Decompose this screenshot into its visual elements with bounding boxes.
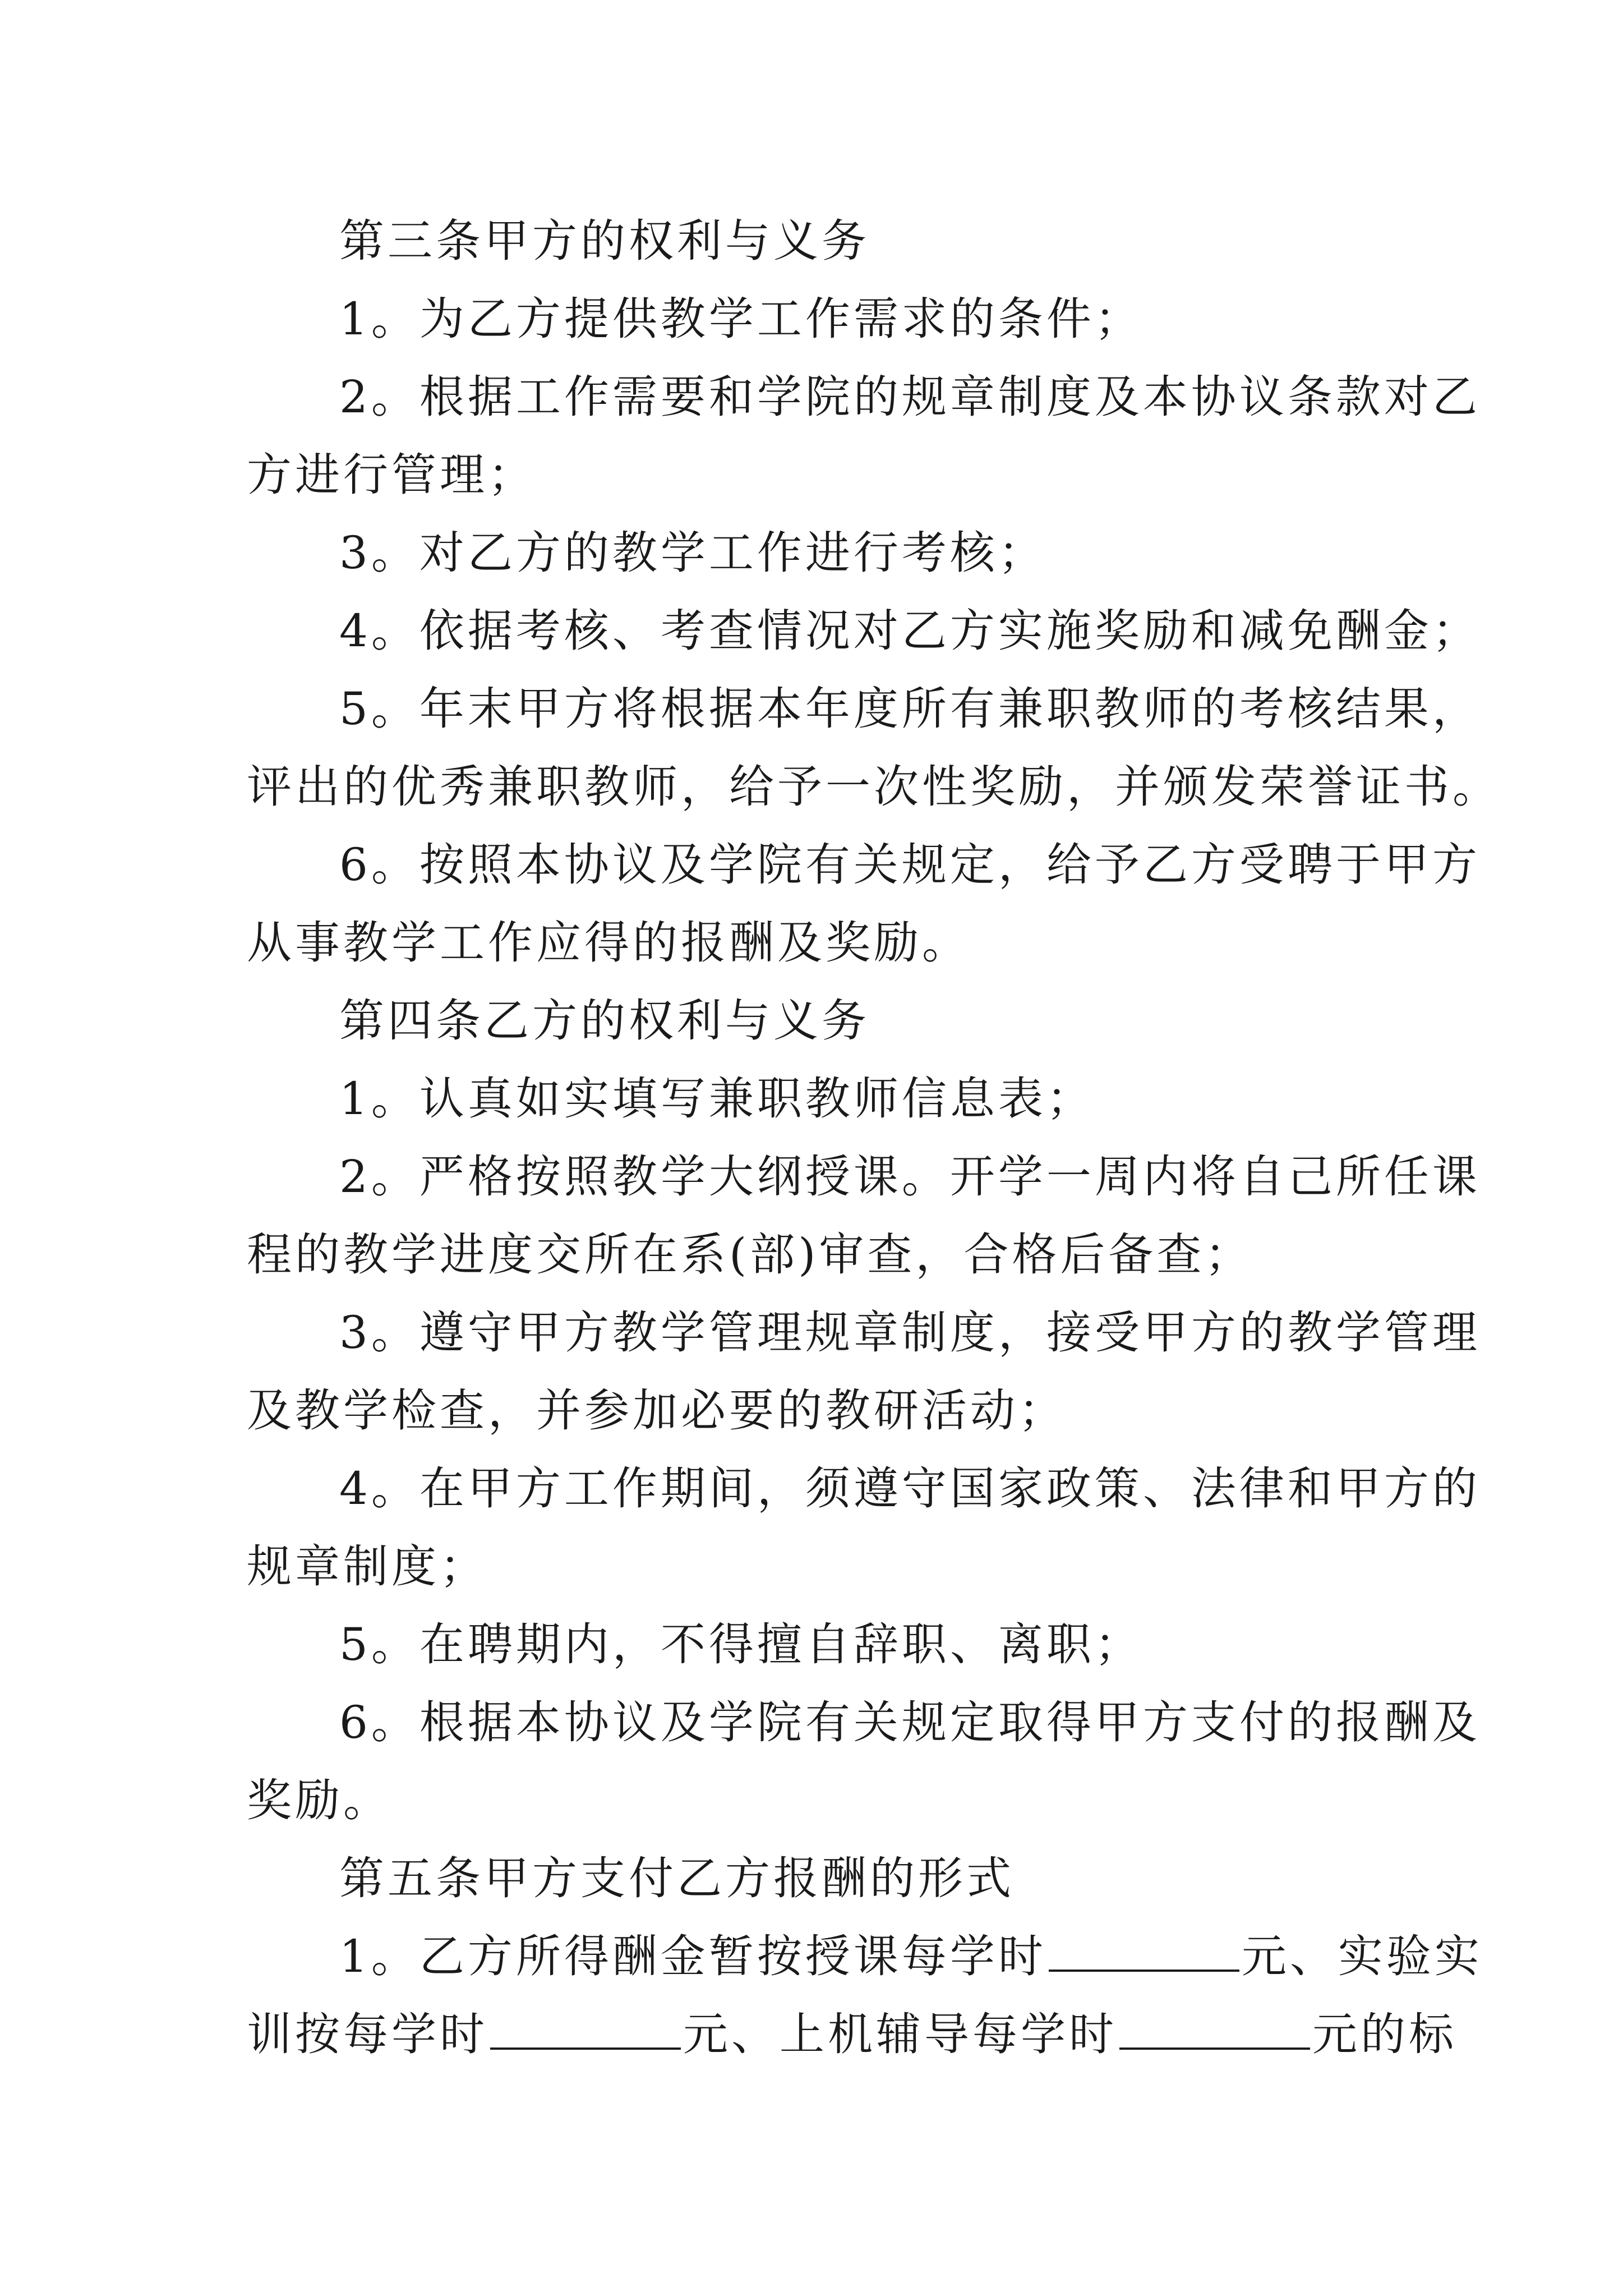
article4-item1: 1。认真如实填写兼职教师信息表； <box>339 1073 1095 1125</box>
article4-item6-line2: 奖励。 <box>247 1774 391 1826</box>
article4-item3-line2: 及教学检查，并参加必要的教研活动； <box>247 1384 1067 1437</box>
article5-item1-line1 <box>247 1917 1483 1995</box>
article3-heading: 第三条甲方的权利与义务 <box>339 215 870 267</box>
article4-item2-line1: 2。严格按照教学大纲授课。开学一周内将自己所任课 <box>339 1151 1481 1203</box>
article5-heading: 第五条甲方支付乙方报酬的形式 <box>339 1852 1015 1904</box>
article4-heading: 第四条乙方的权利与义务 <box>339 995 870 1047</box>
article3-item5-line1: 5。年末甲方将根据本年度所有兼职教师的考核结果， <box>339 683 1481 735</box>
article3-item6-line2: 从事教学工作应得的报酬及奖励。 <box>247 917 970 969</box>
article3-item6-line1: 6。按照本协议及学院有关规定，给予乙方受聘于甲方 <box>339 839 1481 891</box>
article4-item4-line2: 规章制度； <box>247 1540 488 1593</box>
article4-item4-line1: 4。在甲方工作期间，须遵守国家政策、法律和甲方的 <box>339 1462 1481 1515</box>
fill-in-blank <box>490 2010 681 2050</box>
article5-item1-text-a: 1。乙方所得酬金暂按授课每学时 <box>339 1930 1046 1982</box>
article5-item1-text-e: 元的标 <box>1312 2008 1457 2060</box>
article4-item2-line2: 程的教学进度交所在系(部)审查，合格后备查； <box>247 1228 1253 1281</box>
article3-item4: 4。依据考核、考查情况对乙方实施奖励和减免酬金； <box>339 605 1481 657</box>
article3-item5-line2: 评出的优秀兼职教师，给予一次性奖励，并颁发荣誉证书。 <box>247 761 1501 813</box>
article5-item1-text-b: 元、实验实 <box>1241 1930 1483 1982</box>
article3-item2-line2: 方进行管理； <box>247 449 536 501</box>
fill-in-blank <box>1049 1932 1239 1972</box>
article3-item1: 1。为乙方提供教学工作需求的条件； <box>339 293 1143 345</box>
fill-in-blank <box>1119 2010 1310 2050</box>
article5-item1-text-d: 元、上机辅导每学时 <box>683 2008 1117 2060</box>
article5-item1-text-c: 训按每学时 <box>247 2008 488 2060</box>
article3-item2-line1: 2。根据工作需要和学院的规章制度及本协议条款对乙 <box>339 371 1481 423</box>
document-page <box>247 202 1501 2073</box>
article4-item5: 5。在聘期内，不得擅自辞职、离职； <box>339 1618 1143 1671</box>
article5-item1-line2 <box>247 1995 1457 2073</box>
article4-item3-line1: 3。遵守甲方教学管理规章制度，接受甲方的教学管理 <box>339 1306 1481 1359</box>
article4-item6-line1: 6。根据本协议及学院有关规定取得甲方支付的报酬及 <box>339 1696 1481 1749</box>
article3-item3: 3。对乙方的教学工作进行考核； <box>339 527 1046 579</box>
